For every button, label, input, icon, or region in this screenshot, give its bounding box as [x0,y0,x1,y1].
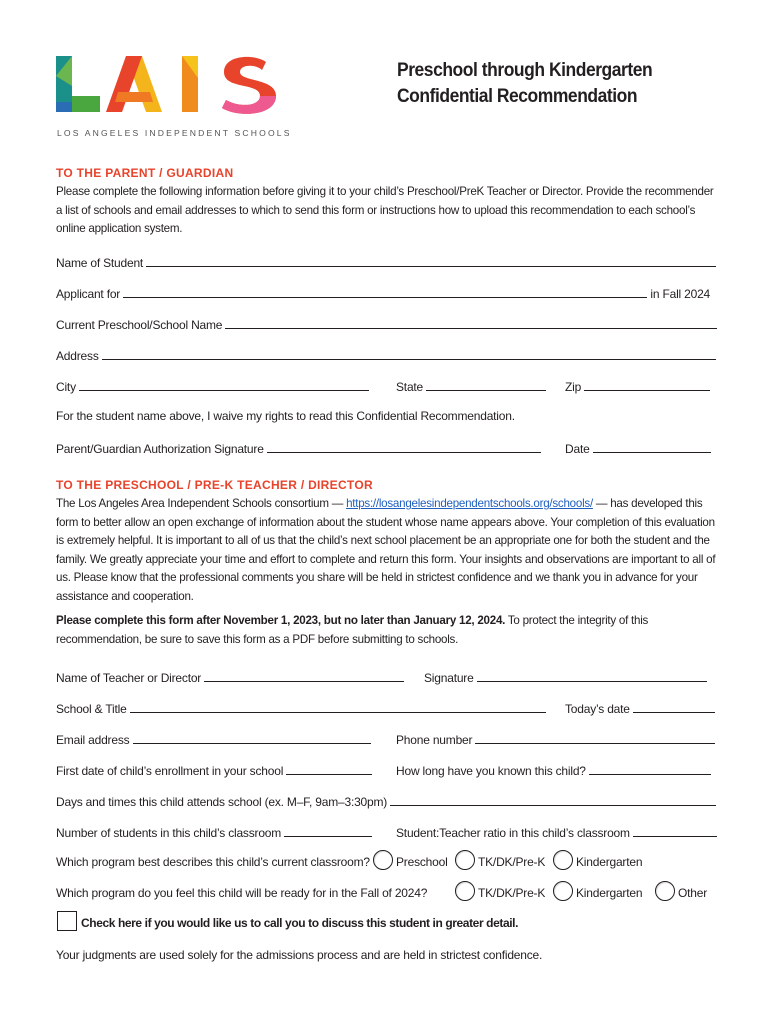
radio-current-kindergarten[interactable] [553,850,573,870]
email-row [56,731,371,747]
call-checkbox[interactable] [57,911,77,931]
ratio-field[interactable] [633,824,717,837]
enrollment-label: First date of child’s enrollment in your school [56,764,284,778]
teacher-name-row [56,669,404,685]
deadline-rest: To protect the integrity of this recommendation, be sure to save this form as a PDF before submitting to schools. [56,614,649,646]
parent-intro: Please complete the following information before giving it to your child’s Preschool/PreK Teacher or Director. Provide the recommender a list of schools and email addresses to which to send this form or instructions how to upload this recommendation to each school’s online application system. [56,185,714,235]
todays-date-row [565,700,715,716]
radio-current-tk[interactable] [455,850,475,870]
call-checkbox-label: Check here if you would like us to call you to discuss this student in greater detail. [81,916,519,930]
known-row [396,762,711,778]
teacher-intro [56,495,716,606]
applicant-label: Applicant for [56,287,121,301]
student-name-row [56,254,716,270]
applicant-row [56,285,710,301]
teacher-signature-label: Signature [424,671,474,685]
student-name-field[interactable] [146,254,716,267]
state-label: State [396,380,424,394]
school-title-row [56,700,546,716]
option-current-preschool: Preschool [396,855,448,869]
form-title [397,58,652,110]
current-school-label: Current Preschool/School Name [56,318,223,332]
state-field[interactable] [426,378,546,391]
zip-row [565,378,710,394]
parent-signature-field[interactable] [267,440,541,453]
num-students-label: Number of students in this child’s classroom [56,826,282,840]
program-ready-label: Which program do you feel this child will be ready for in the Fall of 2024? [56,886,428,900]
confidential-note: Your judgments are used solely for the admissions process and are held in strictest confidence. [56,948,543,962]
enrollment-field[interactable] [286,762,372,775]
logo-subtitle: LOS ANGELES INDEPENDENT SCHOOLS [57,128,292,138]
known-field[interactable] [589,762,711,775]
title-line-2: Confidential Recommendation [397,86,638,107]
days-field[interactable] [390,793,716,806]
num-students-field[interactable] [284,824,372,837]
address-row [56,347,716,363]
state-row [396,378,546,394]
teacher-intro-start: The Los Angeles Area Independent Schools consortium — [56,497,347,510]
teacher-intro-end: — has developed this form to better allow an open exchange of information about the student whose name appears above. Your completion of this evaluation is extremely helpful. It is important to all of us that the child’s next school placement be an appropriate one for both the student and the family. We greatly appreciate your time and effort to complete and return this form. Your insights and observations are important to all of us. Please know that the professional comments you share will be held in strictest confidence and we thank you in advance for your assistance and cooperation. [56,497,716,603]
applicant-field[interactable] [123,285,647,298]
option-current-tk: TK/DK/Pre-K [478,855,546,869]
option-ready-other: Other [678,886,708,900]
ratio-row [396,824,717,840]
radio-ready-kindergarten[interactable] [553,881,573,901]
radio-ready-tk[interactable] [455,881,475,901]
school-title-field[interactable] [130,700,546,713]
known-label: How long have you known this child? [396,764,586,778]
option-ready-kindergarten: Kindergarten [576,886,643,900]
parent-signature-row [56,440,541,456]
deadline-bold: Please complete this form after November 1, 2023, but no later than January 12, 2024. [56,614,506,627]
days-row [56,793,716,809]
phone-field[interactable] [475,731,715,744]
radio-current-preschool[interactable] [373,850,393,870]
teacher-section-heading: TO THE PRESCHOOL / PRE-K TEACHER / DIRECTOR [56,478,373,492]
phone-label: Phone number [396,733,473,747]
email-label: Email address [56,733,130,747]
todays-date-field[interactable] [633,700,715,713]
waiver-text: For the student name above, I waive my rights to read this Confidential Recommendation. [56,409,515,423]
applicant-suffix: in Fall 2024 [650,287,711,301]
teacher-name-label: Name of Teacher or Director [56,671,202,685]
city-row [56,378,369,394]
zip-field[interactable] [584,378,710,391]
enrollment-row [56,762,372,778]
option-current-kindergarten: Kindergarten [576,855,643,869]
radio-ready-other[interactable] [655,881,675,901]
current-school-field[interactable] [225,316,717,329]
program-current-label: Which program best describes this child’s current classroom? [56,855,370,869]
num-students-row [56,824,372,840]
email-field[interactable] [133,731,371,744]
student-name-label: Name of Student [56,256,144,270]
todays-date-label: Today’s date [565,702,630,716]
parent-date-label: Date [565,442,590,456]
option-ready-tk: TK/DK/Pre-K [478,886,546,900]
address-label: Address [56,349,99,363]
parent-date-row [565,440,711,456]
school-title-label: School & Title [56,702,127,716]
ratio-label: Student:Teacher ratio in this child’s classroom [396,826,630,840]
parent-signature-label: Parent/Guardian Authorization Signature [56,442,264,456]
address-field[interactable] [102,347,716,360]
teacher-signature-row [424,669,707,685]
consortium-link[interactable]: https://losangelesindependentschools.org/schools/ [346,497,593,510]
deadline-note [56,612,716,649]
parent-date-field[interactable] [593,440,711,453]
city-field[interactable] [79,378,369,391]
parent-section-heading: TO THE PARENT / GUARDIAN [56,166,234,180]
current-school-row [56,316,717,332]
teacher-name-field[interactable] [204,669,404,682]
title-line-1: Preschool through Kindergarten [397,60,653,81]
zip-label: Zip [565,380,582,394]
days-label: Days and times this child attends school (ex. M–F, 9am–3:30pm) [56,795,388,809]
phone-row [396,731,715,747]
city-label: City [56,380,76,394]
teacher-signature-field[interactable] [477,669,707,682]
